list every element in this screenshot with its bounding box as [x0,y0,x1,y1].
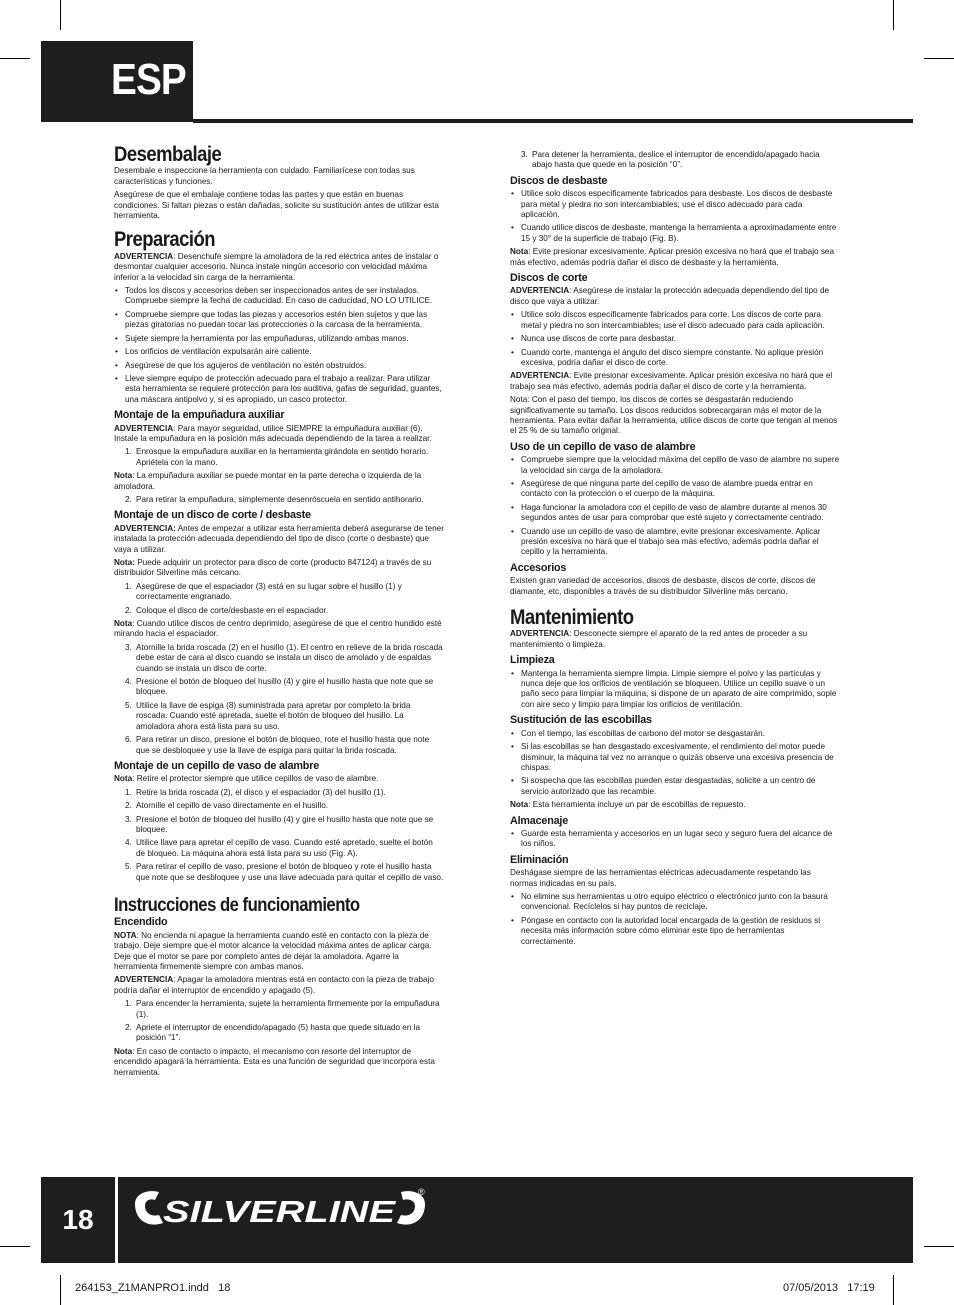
note-text: : En caso de contacto o impacto, el mecanismo con resorte del interruptor de encendido apagará la herramienta. Esta es una función de seguridad que incorpora esta herramienta. [114,1046,435,1077]
warning-label: ADVERTENCIA [510,371,570,381]
bullet-list [510,829,840,850]
footer-divider [115,1177,118,1263]
bullet-list [510,892,840,947]
list-item: • Cuando corte, mantenga el ángulo del disco siempre constante. No aplique presión excesiva, podría dañar el disco de corte. [510,348,840,369]
list-item: • No elimine sus herramientas u otro equipo eléctrico o electrónico junto con la basura convencional. Recíclelos si hay puntos de reciclaje. [510,892,840,913]
numbered-list [114,495,444,505]
list-item [114,815,444,836]
subsection-title: Encendido [114,916,168,929]
step-text: Para retirar el cepillo de vaso, presione el botón de bloqueo y rote el husillo hasta que note que se desbloquee y use una llave adecuada para quitar el cepillo de vaso. [136,862,444,882]
note-text: : La empuñadura auxiliar se puede montar en la parte derecha o izquierda de la amoladora. [114,471,422,491]
list-item [114,735,444,756]
step-number: 3. [521,150,528,159]
subsection-title: Montaje de un cepillo de vaso de alambre [114,759,319,772]
warning-paragraph [510,371,840,392]
bullet-list [510,729,840,797]
step-text: Apriete el interruptor de encendido/apagado (5) hasta que quede situado en la posición “1”. [136,1023,421,1043]
step-number: 1. [125,999,132,1009]
section-title-instrucciones: Instrucciones de funcionamiento [114,894,360,916]
warning-paragraph [510,629,840,650]
list-item: • Utilice solo discos específicamente fabricados para corte. Los discos de corte para metal y piedra no son intercambiables; use el disco adecuado para cada aplicación. [510,310,840,331]
warning-label: ADVERTENCIA [510,286,570,296]
crop-mark [0,58,30,59]
step-number: 1. [125,787,132,797]
warning-text: : Desconecte siempre el aparato de la red antes de proceder a su mantenimiento o limpieza. [510,629,808,649]
warning-paragraph [114,975,444,996]
language-tab [41,41,193,122]
list-item [114,495,444,505]
registered-mark: ® [418,1187,425,1197]
warning-paragraph [114,424,444,445]
note-paragraph [510,247,840,268]
step-number: 6. [125,735,132,745]
note-text: : Cuando utilice discos de centro deprimido, asegúrese de que el centro hundido esté mirando hacia el espaciador. [114,619,442,639]
crop-mark [893,1275,894,1305]
list-item: • Asegúrese de que los agujeros de ventilación no estén obstruidos. [114,361,444,371]
step-text: Para detener la herramienta, deslice el interruptor de encendido/apagado hacia abajo hasta que quede en la posición “0”. [532,150,820,170]
step-text: Para retirar la empuñadura, simplemente desenróscuela en sentido antihorario. [136,494,424,504]
note-label: Nota [114,1046,133,1056]
note-text: : Retire el protector siempre que utilice cepillos de vaso de alambre. [132,774,379,784]
note-label: Nota [114,774,133,784]
warning-text: : Asegúrese de instalar la protección adecuada dependiendo del tipo de disco que vaya a utilizar. [510,286,830,306]
subsection-title: Montaje de la empuñadura auxiliar [114,409,285,422]
bullet-list [510,310,840,368]
step-text: Atornille el cepillo de vaso directamente en el husillo. [136,801,329,811]
warning-text: : Apagar la amoladora mientras está en contacto con la pieza de trabajo podría dañar el interruptor de encendido y apagado (5). [114,975,434,995]
list-item [114,838,444,859]
list-item: • Si sospecha que las escobillas pueden estar desgastadas, solicite a un centro de servicio autorizado que las recambie. [510,776,840,797]
list-item: • Guarde esta herramienta y accesorios en un lugar seco y seguro fuera del alcance de los niños. [510,829,840,850]
warning-label: ADVERTENCIA [510,629,570,639]
list-item: • Utilice solo discos específicamente fabricados para desbaste. Los discos de desbaste para metal y piedra no son intercambiables; use el disco adecuado para cada aplicación. [510,189,840,220]
numbered-list [114,582,444,616]
slug-date: 07/05/2013 17:19 [783,1282,875,1294]
header-rule [193,119,913,123]
step-number: 4. [125,677,132,687]
warning-label: ADVERTENCIA: [114,523,176,533]
numbered-list [510,150,840,171]
list-item [114,606,444,616]
note-text: : Esta herramienta incluye un par de escobillas de repuesto. [528,800,746,810]
crop-mark [60,0,61,30]
step-text: Utilice la llave de espiga (8) suministrada para apretar por completo la brida roscada. Cuando esté apretada, suelte el botón de bloqueo del husillo. La amoladora ahora está lista para su uso. [136,700,411,731]
list-item [114,701,444,732]
subsection-title: Almacenaje [510,814,569,827]
list-item: • Todos los discos y accesorios deben ser inspeccionados antes de ser instalados. Compruebe siempre la fecha de caducidad. En caso de caducidad, NO LO UTILICE. [114,286,444,307]
numbered-list [114,999,444,1044]
subsection-title: Accesorios [510,561,567,574]
warning-paragraph [114,252,444,283]
language-label: ESP [111,55,186,104]
list-item: • Compruebe siempre que la velocidad máxima del cepillo de vaso de alambre no supere la velocidad sin carga de la amoladora. [510,455,840,476]
paragraph: Deshágase siempre de las herramientas eléctricas adecuadamente respetando las normas indicadas en su país. [510,868,811,888]
note-label: Nota [114,619,133,629]
step-text: Asegúrese de que el espaciador (3) está en su lugar sobre el husillo (1) y correctamente engranado. [136,581,402,602]
list-item: • Haga funcionar la amoladora con el cepillo de vaso de alambre durante al menos 30 segundos antes de usar para comprobar que esté sujeto y correctamente centrado. [510,503,840,524]
numbered-list [114,643,444,756]
note-label: NOTA [114,930,137,940]
note-label: Nota [510,247,529,257]
crop-mark [60,1275,61,1305]
note-paragraph [114,931,444,973]
left-column [114,143,444,1081]
crop-mark [924,1246,954,1247]
bullet-list [510,669,840,711]
list-item [114,677,444,698]
crop-mark [893,0,894,30]
step-text: Presione el botón de bloqueo del husillo (4) y gire el husillo hasta que note que se bloquee. [136,677,434,697]
list-item [510,150,840,171]
list-item [114,862,444,883]
numbered-list [114,788,444,883]
list-item: • Asegúrese de que ninguna parte del cepillo de vaso de alambre pueda entrar en contacto con la protección o el cuerpo de la máquina. [510,479,840,500]
list-item [114,643,444,674]
warning-text: : Evite presionar excesivamente. Aplicar presión excesiva no hará que el trabajo sea más efectivo, además podría dañar el disco de corte y la herramienta. [510,371,833,391]
logo-spanner-left-icon [135,1191,163,1224]
paragraph: Desembale e inspeccione la herramienta con cuidado. Familiarícese con todas sus características y funciones. [114,166,415,186]
step-number: 3. [125,814,132,824]
section-title-preparacion: Preparación [114,228,216,252]
step-number: 4. [125,838,132,848]
step-text: Presione el botón de bloqueo del husillo (4) y gire el husillo hasta que note que se bloquee. [136,814,434,834]
list-item: • Con el tiempo, las escobillas de carbono del motor se desgastarán. [510,729,840,739]
section-title-mantenimiento: Mantenimiento [510,606,634,630]
list-item [114,1023,444,1044]
warning-label: ADVERTENCIA [114,975,174,985]
crop-mark [924,58,954,59]
step-number: 2. [125,494,132,504]
paragraph: Asegúrese de que el embalaje contiene todas las partes y que están en buenas condiciones. Si faltan piezas o están dañadas, solicite su sustitución antes de utilizar esta herramienta. [114,190,439,221]
subsection-title: Montaje de un disco de corte / desbaste [114,509,311,522]
subsection-title: Limpieza [510,654,555,667]
warning-text: : Desenchufe siempre la amoladora de la red eléctrica antes de instalar o desmontar cualquier accesorio. Nunca instale ningún accesorio con velocidad máxima inferior a la velocidad sin carga de la herramienta. [114,251,439,282]
note-label: Nota [114,471,133,481]
note-paragraph [510,800,840,810]
step-number: 2. [125,801,132,811]
bullet-list [510,189,840,244]
list-item: • Si las escobillas se han desgastado excesivamente, el rendimiento del motor puede disminuir, la máquina tal vez no arranque o quizás observe una excesiva presencia de chispas. [510,742,840,773]
subsection-title: Discos de corte [510,272,588,285]
crop-mark [0,1246,30,1247]
list-item: • Cuando use un cepillo de vaso de alambre, evite presionar excesivamente. Aplicar presión excesiva no hará que el trabajo sea más efectivo, además podría dañar el cepillo y la herramienta. [510,527,840,558]
list-item: • Compruebe siempre que todas las piezas y accesorios estén bien sujetos y que las piezas giratorias no puedan tocar las protecciones o la carcasa de la herramienta. [114,310,444,331]
bullet-list [114,286,444,405]
step-number: 5. [125,862,132,872]
step-text: Para encender la herramienta, sujete la herramienta firmemente por la empuñadura (1). [136,999,440,1019]
note-text: : Evite presionar excesivamente. Aplicar presión excesiva no hará que el trabajo sea más efectivo, además podría dañar el disco de desbaste y la herramienta. [510,247,835,267]
subsection-title: Uso de un cepillo de vaso de alambre [510,440,696,453]
list-item: • Nunca use discos de corte para desbastar. [510,334,840,344]
list-item: • Sujete siempre la herramienta por las empuñaduras, utilizando ambas manos. [114,334,444,344]
step-number: 2. [125,605,132,615]
step-text: Coloque el disco de corte/desbaste en el espaciador. [136,605,329,615]
subsection-title: Sustitución de las escobillas [510,714,652,727]
subsection-title: Eliminación [510,853,569,866]
list-item: • Póngase en contacto con la autoridad local encargada de la gestión de residuos si necesita más información sobre cómo eliminar este tipo de herramientas correctamente. [510,916,840,947]
list-item [114,788,444,798]
note-paragraph [114,774,444,784]
step-number: 3. [125,642,132,652]
list-item [114,582,444,603]
warning-text: Antes de empezar a utilizar esta herramienta deberá asegurarse de tener instalada la protección adecuada dependiendo del tipo de disco (corte o desbaste) que vaya a utilizar. [114,523,444,554]
page-number: 18 [62,1204,94,1235]
section-title-desembalaje: Desembalaje [114,143,222,166]
step-text: Utilice llave para apretar el cepillo de vaso. Cuando esté apretado, suelte el botón de bloqueo. La máquina ahora está lista para su uso (Fig. A). [136,838,433,858]
slug-filename: 264153_Z1MANPRO1.indd 18 [75,1282,231,1294]
logo-wordmark: SILVERLINE [163,1194,397,1229]
list-item [114,999,444,1020]
note-paragraph [114,471,444,492]
note-label: Nota: [114,558,135,567]
step-number: 2. [125,1023,132,1033]
step-number: 1. [125,447,132,457]
right-column [510,150,840,950]
note-paragraph [114,558,444,579]
note-label: Nota [510,800,529,810]
numbered-list [114,447,444,468]
warning-label: ADVERTENCIA [114,251,174,261]
step-text: Atornille la brida roscada (2) en el husillo (1). El centro en relieve de la brida roscada debe estar de cara al disco cuando se instala un disco de amolado y de espaldas cuando se instala un disco de corte. [136,642,443,673]
step-number: 5. [125,700,132,710]
warning-paragraph [114,524,444,555]
note-paragraph: Nota: Con el paso del tiempo, los discos de cortes se desgastarán reduciendo significativamente su tamaño. Los discos reducidos sobrecargaran más el motor de la herramienta. Para evitar dañar la herramienta, utilice discos de corte que tengan al menos el 25 % de su tamaño original. [510,395,838,436]
note-text: : No encienda ni apague la herramienta cuando esté en contacto con la pieza de trabajo. Deje siempre que el motor alcance la velocidad máxima antes de aplicar carga. Deje que el motor se pare por completo antes de dejar la amoladora. Agarre la herramienta firmemente siempre con ambas manos. [114,930,432,971]
list-item [114,801,444,811]
step-text: Retire la brida roscada (2), el disco y el espaciador (3) del husillo (1). [136,787,386,797]
list-item: • Cuando utilice discos de desbaste, mantenga la herramienta a aproximadamente entre 15 y 30° de la superficie de trabajo (Fig. B). [510,223,840,244]
subsection-title: Discos de desbaste [510,174,608,187]
step-text: Para retirar un disco, presione el botón de bloqueo, rote el husillo hasta que note que se desbloquee y use la llave de espiga para quitar la brida roscada. [136,735,430,755]
note-paragraph [114,1047,444,1078]
silverline-logo [133,1186,428,1236]
warning-label: ADVERTENCIA [114,423,174,433]
note-paragraph [114,619,444,640]
warning-text: : Para mayor seguridad, utilice SIEMPRE la empuñadura auxiliar (6). Instale la empuñadura en la posición más adecuada dependiendo de la tarea a realizar. [114,423,432,443]
warning-paragraph [510,286,840,307]
note-text: Puede adquirir un protector para disco de corte (producto 847124) a través de su distribuidor Silverline más cercano. [114,558,432,578]
list-item: • Mantenga la herramienta siempre limpia. Limpie siempre el polvo y las partículas y nunca deje que los orificios de ventilación se bloqueen. Utilice un cepillo suave o un paño seco para limpiar la máquina, si dispone de un aparato de aire comprimido, sople con aire seco y limpio para limpiar los orificios de ventilación. [510,669,840,711]
step-text: Enrosque la empuñadura auxiliar en la herramienta girándola en sentido horario. Apriétela con la mano. [136,447,429,467]
paragraph: Existen gran variedad de accesorios, discos de desbaste, discos de corte, discos de diamante, etc, disponibles a través de su distribuidor Silverline más cercano. [510,576,816,596]
list-item: • Lleve siempre equipo de protección adecuado para el trabajo a realizar. Para utilizar esta herramienta se requiere protección para los auditiva, gafas de seguridad, guantes, una máscara antipolvo y, si es apropiado, un casco protector. [114,374,444,405]
bullet-list [510,455,840,558]
list-item [114,447,444,468]
step-number: 1. [125,581,132,591]
list-item: • Los orificios de ventilación expulsarán aire caliente. [114,347,444,357]
